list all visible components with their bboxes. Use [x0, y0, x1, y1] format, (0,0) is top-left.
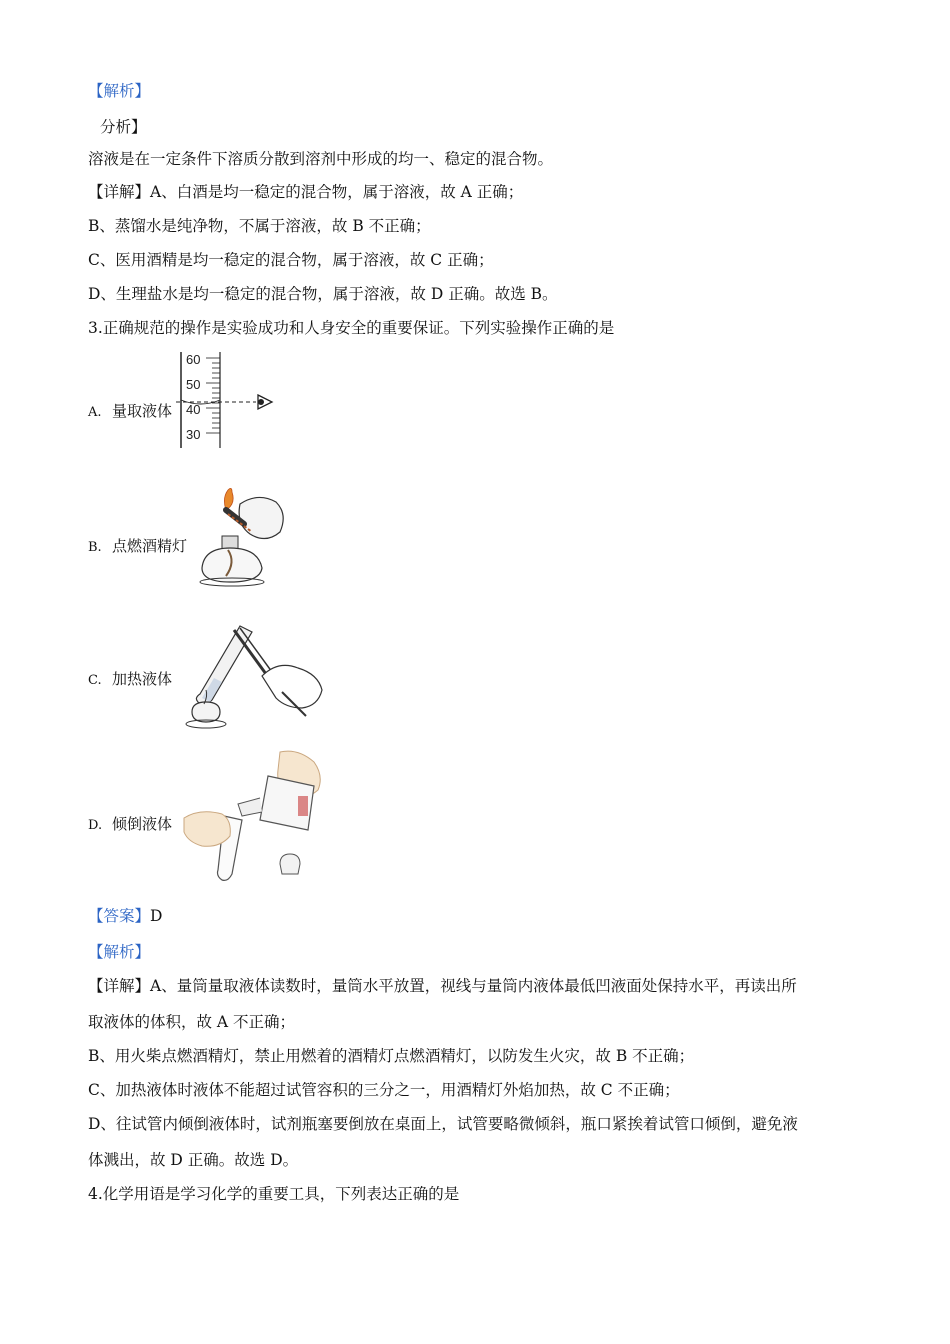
flame-icon: [224, 488, 233, 510]
option-b-letter: B.: [88, 540, 102, 555]
option-d-letter: D.: [88, 818, 103, 833]
option-b: [88, 535, 187, 556]
detail-line-a: [88, 181, 523, 203]
detail-d-line-2: 体溅出，故 D 正确。故选 D。: [88, 1151, 299, 1169]
answer-value: D: [150, 907, 163, 925]
answer-line: [88, 905, 162, 927]
pouring-liquid-figure: [180, 746, 336, 882]
analysis-tag-2: 【解析】: [88, 943, 151, 961]
question-3-stem: 3.正确规范的操作是实验成功和人身安全的重要保证。下列实验操作正确的是: [88, 319, 615, 337]
option-c: [88, 668, 172, 689]
option-d-text: 倾倒液体: [112, 815, 173, 833]
detail-c-line: C、加热液体时液体不能超过试管容积的三分之一，用酒精灯外焰加热，故 C 不正确；: [88, 1081, 680, 1099]
option-a: [88, 400, 172, 421]
detail-a-line-1: [88, 975, 797, 997]
option-a-text: 量取液体: [112, 402, 173, 420]
option-a-letter: A.: [88, 405, 102, 420]
measuring-cylinder-figure: [176, 350, 276, 450]
detail-tag-2: 【详解】: [88, 977, 151, 995]
option-b-text: 点燃酒精灯: [112, 537, 188, 555]
solution-definition: 溶液是在一定条件下溶质分散到溶剂中形成的均一、稳定的混合物。: [88, 150, 554, 168]
tick-label-30: 30: [186, 427, 201, 442]
detail-text-a: A、白酒是均一稳定的混合物，属于溶液，故 A 正确；: [150, 183, 524, 201]
option-d: [88, 813, 172, 834]
detail-line-d: D、生理盐水是均一稳定的混合物，属于溶液，故 D 正确。故选 B。: [88, 285, 558, 303]
option-c-letter: C.: [88, 673, 102, 688]
tick-label-60: 60: [186, 352, 201, 367]
detail-d-line-1: D、往试管内倾倒液体时，试剂瓶塞要倒放在桌面上，试管要略微倾斜，瓶口紧挨着试管口倾倒，避免液: [88, 1115, 798, 1133]
eye-icon: [258, 395, 272, 409]
option-c-text: 加热液体: [112, 670, 173, 688]
detail-b-line: B、用火柴点燃酒精灯，禁止用燃着的酒精灯点燃酒精灯，以防发生火灾，故 B 不正确；: [88, 1047, 695, 1065]
detail-tag: 【详解】: [88, 183, 151, 201]
heating-liquid-figure: [178, 616, 328, 736]
tick-label-40: 40: [186, 402, 201, 417]
analysis-subheading: 分析】: [100, 118, 147, 136]
tick-label-50: 50: [186, 377, 201, 392]
alcohol-lamp-figure: [196, 482, 296, 588]
detail-line-b: B、蒸馏水是纯净物，不属于溶液，故 B 不正确；: [88, 217, 431, 235]
detail-line-c: C、医用酒精是均一稳定的混合物，属于溶液，故 C 正确；: [88, 251, 494, 269]
detail-a-line-2: 取液体的体积，故 A 不正确；: [88, 1013, 296, 1031]
detail-a-text-1: A、量筒量取液体读数时，量筒水平放置，视线与量筒内液体最低凹液面处保持水平，再读出所: [150, 977, 797, 995]
analysis-tag: 【解析】: [88, 82, 151, 100]
answer-tag: 【答案】: [88, 907, 151, 925]
question-4-stem: 4.化学用语是学习化学的重要工具，下列表达正确的是: [88, 1185, 460, 1203]
